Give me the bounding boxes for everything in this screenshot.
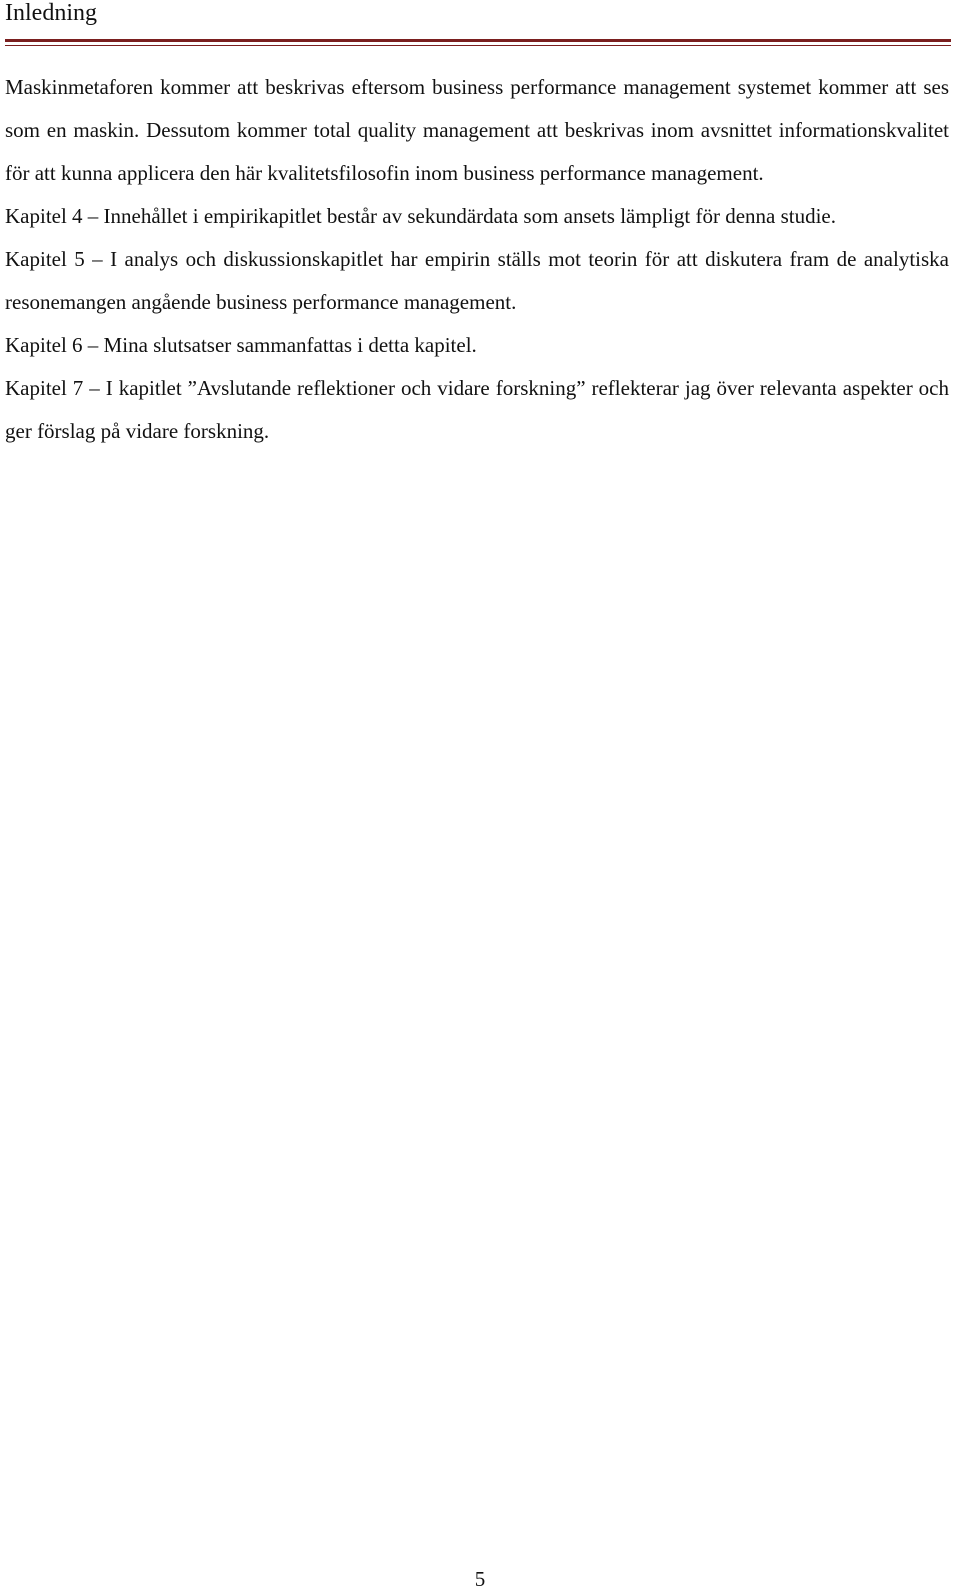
- paragraph-kapitel-7: Kapitel 7 – I kapitlet ”Avslutande reflektioner och vidare forskning” reflekterar jag över relevanta aspekter och ger förslag på vidare forskning.: [5, 376, 949, 443]
- header-rule-thick: [5, 39, 951, 42]
- paragraph-kapitel-6: Kapitel 6 – Mina slutsatser sammanfattas i detta kapitel.: [5, 333, 477, 357]
- document-body: [5, 66, 949, 453]
- header-rule-thin: [5, 45, 951, 46]
- paragraph-kapitel-5: Kapitel 5 – I analys och diskussionskapitlet har empirin ställs mot teorin för att diskutera fram de analytiska resonemangen angående business performance management.: [5, 247, 949, 314]
- page-header-title: Inledning: [5, 0, 97, 26]
- paragraph-kapitel-4: Kapitel 4 – Innehållet i empirikapitlet består av sekundärdata som ansets lämpligt för denna studie.: [5, 204, 837, 228]
- page-number: 5: [474, 1567, 486, 1591]
- paragraph-maskinmetafor: Maskinmetaforen kommer att beskrivas eftersom business performance management systemet kommer att ses som en maskin. Dessutom kommer total quality management att beskrivas inom avsnittet informationskvalitet för att kunna applicera den här kvalitetsfilosofin inom business performance management.: [5, 75, 949, 185]
